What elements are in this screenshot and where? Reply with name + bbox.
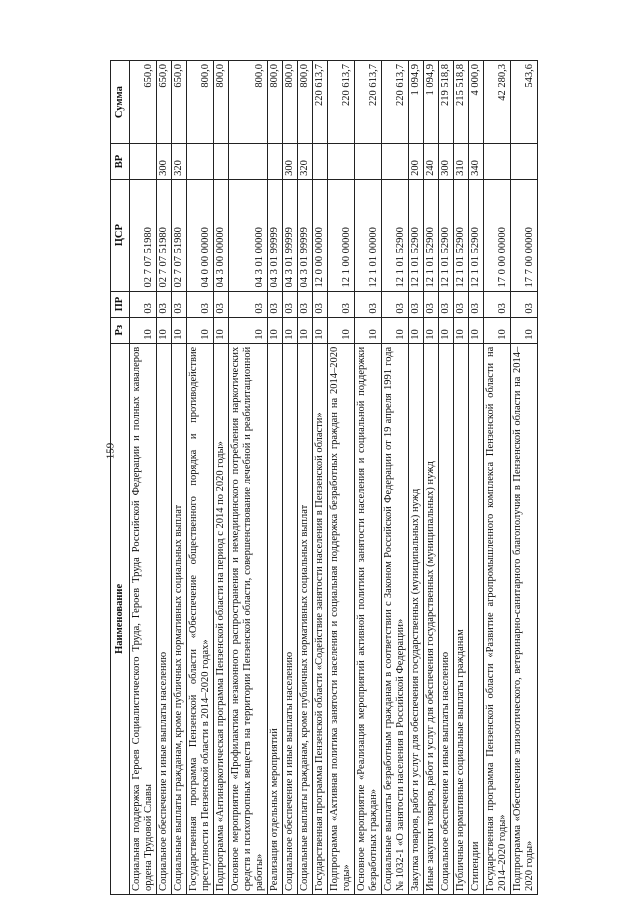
cell-pr: 03 [313, 291, 328, 317]
cell-pr: 03 [355, 291, 382, 317]
cell-csr: 04 3 01 99999 [298, 179, 313, 291]
cell-name: Подпрограмма «Антинаркотическая программа Пензенской области на период с 2014 по 2020 годы» [214, 343, 229, 894]
table-row [298, 61, 313, 895]
cell-vr [130, 144, 157, 180]
table-row [484, 61, 511, 895]
cell-rz: 10 [424, 317, 439, 343]
cell-name: Социальные выплаты безработным гражданам в соответствии с Законом Российской Федерации от 19 апреля 1991 года № 1032-1 «О занятости населения в Российской Федерации» [382, 343, 409, 894]
cell-csr: 04 3 01 99999 [283, 179, 298, 291]
cell-sum: 650,0 [172, 61, 187, 144]
cell-sum: 800,0 [283, 61, 298, 144]
cell-rz: 10 [382, 317, 409, 343]
cell-rz: 10 [409, 317, 424, 343]
cell-vr: 340 [469, 144, 484, 180]
table-row [268, 61, 283, 895]
table-header-row [111, 61, 130, 895]
cell-sum: 800,0 [229, 61, 268, 144]
cell-pr: 03 [469, 291, 484, 317]
cell-sum: 1 094,9 [409, 61, 424, 144]
cell-sum: 800,0 [214, 61, 229, 144]
cell-pr: 03 [283, 291, 298, 317]
cell-pr: 03 [409, 291, 424, 317]
cell-csr: 02 7 07 51980 [157, 179, 172, 291]
cell-name: Подпрограмма «Обеспечение эпизоотического, ветеринарно-санитарного благополучия в Пензенской области на 2014–2020 годы» [511, 343, 538, 894]
cell-sum: 800,0 [298, 61, 313, 144]
cell-csr: 12 1 01 52900 [424, 179, 439, 291]
table-row [172, 61, 187, 895]
cell-vr [382, 144, 409, 180]
table-body [130, 61, 538, 895]
cell-vr: 320 [298, 144, 313, 180]
table-row [313, 61, 328, 895]
cell-sum: 220 613,7 [313, 61, 328, 144]
cell-vr: 320 [172, 144, 187, 180]
cell-sum: 650,0 [130, 61, 157, 144]
cell-name: Реализация отдельных мероприятий [268, 343, 283, 894]
cell-sum: 1 094,9 [424, 61, 439, 144]
cell-pr: 03 [382, 291, 409, 317]
table-row [283, 61, 298, 895]
cell-name: Основное мероприятие «Профилактика незаконного распространения и немедицинского потребления наркотических средств и психотропных веществ на территории Пензенской области, совершенствование лечебной и реабилитационной работы» [229, 343, 268, 894]
cell-rz: 10 [313, 317, 328, 343]
header-sum: Сумма [111, 61, 130, 144]
cell-csr: 04 3 01 99999 [268, 179, 283, 291]
cell-pr: 03 [298, 291, 313, 317]
cell-pr: 03 [130, 291, 157, 317]
cell-rz: 10 [454, 317, 469, 343]
cell-name: Основное мероприятие «Реализация мероприятий активной политики занятости населения и социальной поддержки безработных граждан» [355, 343, 382, 894]
cell-pr: 03 [157, 291, 172, 317]
cell-vr: 300 [439, 144, 454, 180]
cell-vr [187, 144, 214, 180]
cell-sum: 800,0 [187, 61, 214, 144]
cell-csr: 12 1 01 52900 [469, 179, 484, 291]
cell-sum: 219 518,8 [439, 61, 454, 144]
cell-vr [355, 144, 382, 180]
cell-vr: 300 [157, 144, 172, 180]
table-row [229, 61, 268, 895]
cell-name: Публичные нормативные социальные выплаты гражданам [454, 343, 469, 894]
cell-name: Стипендии [469, 343, 484, 894]
table-row [409, 61, 424, 895]
cell-pr: 03 [454, 291, 469, 317]
table-row [157, 61, 172, 895]
cell-name: Закупка товаров, работ и услуг для обеспечения государственных (муниципальных) нужд [409, 343, 424, 894]
cell-rz: 10 [469, 317, 484, 343]
cell-rz: 10 [283, 317, 298, 343]
cell-name: Социальные выплаты гражданам, кроме публичных нормативных социальных выплат [298, 343, 313, 894]
header-name: Наименование [111, 343, 130, 894]
cell-name: Государственная программа Пензенской области «Развитие агропромышленного комплекса Пензенской области на 2014–2020 годы» [484, 343, 511, 894]
cell-sum: 220 613,7 [355, 61, 382, 144]
table-row [328, 61, 355, 895]
rotated-table-container [110, 60, 590, 895]
cell-sum: 543,6 [511, 61, 538, 144]
cell-rz: 10 [214, 317, 229, 343]
cell-csr: 04 3 01 00000 [229, 179, 268, 291]
table-row [355, 61, 382, 895]
cell-vr [484, 144, 511, 180]
cell-name: Иные закупки товаров, работ и услуг для обеспечения государственных (муниципальных) нужд [424, 343, 439, 894]
cell-name: Социальные выплаты гражданам, кроме публичных нормативных социальных выплат [172, 343, 187, 894]
cell-csr: 02 7 07 51980 [130, 179, 157, 291]
cell-csr: 17 7 00 00000 [511, 179, 538, 291]
table-row [214, 61, 229, 895]
cell-vr [511, 144, 538, 180]
cell-sum: 215 518,8 [454, 61, 469, 144]
cell-name: Государственная программа Пензенской области «Содействие занятости населения в Пензенской области» [313, 343, 328, 894]
cell-rz: 10 [439, 317, 454, 343]
table-row [424, 61, 439, 895]
cell-sum: 220 613,7 [328, 61, 355, 144]
cell-rz: 10 [511, 317, 538, 343]
cell-vr [229, 144, 268, 180]
cell-rz: 10 [229, 317, 268, 343]
cell-csr: 02 7 07 51980 [172, 179, 187, 291]
cell-vr [328, 144, 355, 180]
header-csr: ЦСР [111, 179, 130, 291]
table-row [382, 61, 409, 895]
cell-vr [313, 144, 328, 180]
cell-rz: 10 [328, 317, 355, 343]
table-row [511, 61, 538, 895]
budget-table [110, 60, 538, 895]
cell-name: Социальное обеспечение и иные выплаты населению [283, 343, 298, 894]
table-row [439, 61, 454, 895]
cell-sum: 42 280,3 [484, 61, 511, 144]
cell-pr: 03 [484, 291, 511, 317]
page-number: 159 [104, 442, 117, 460]
cell-csr: 12 1 01 00000 [355, 179, 382, 291]
table-row [130, 61, 157, 895]
cell-csr: 12 1 01 52900 [439, 179, 454, 291]
header-pr: ПР [111, 291, 130, 317]
table-row [187, 61, 214, 895]
header-rz: Рз [111, 317, 130, 343]
cell-rz: 10 [130, 317, 157, 343]
cell-pr: 03 [214, 291, 229, 317]
cell-csr: 12 1 01 52900 [382, 179, 409, 291]
cell-csr: 04 3 00 00000 [214, 179, 229, 291]
cell-rz: 10 [157, 317, 172, 343]
cell-vr: 300 [283, 144, 298, 180]
cell-name: Государственная программа Пензенской области «Обеспечение общественного порядка и противодействие преступности в Пензенской области в 2014–2020 годах» [187, 343, 214, 894]
cell-sum: 650,0 [157, 61, 172, 144]
cell-pr: 03 [511, 291, 538, 317]
cell-pr: 03 [268, 291, 283, 317]
cell-vr: 240 [424, 144, 439, 180]
cell-name: Подпрограмма «Активная политика занятости населения и социальная поддержка безработных граждан на 2014–2020 годы» [328, 343, 355, 894]
cell-csr: 17 0 00 00000 [484, 179, 511, 291]
cell-pr: 03 [328, 291, 355, 317]
cell-rz: 10 [484, 317, 511, 343]
cell-pr: 03 [439, 291, 454, 317]
cell-vr [214, 144, 229, 180]
cell-rz: 10 [268, 317, 283, 343]
cell-name: Социальное обеспечение и иные выплаты населению [439, 343, 454, 894]
cell-pr: 03 [229, 291, 268, 317]
cell-name: Социальное обеспечение и иные выплаты населению [157, 343, 172, 894]
cell-rz: 10 [298, 317, 313, 343]
cell-pr: 03 [172, 291, 187, 317]
cell-csr: 12 1 00 00000 [328, 179, 355, 291]
cell-vr: 310 [454, 144, 469, 180]
cell-rz: 10 [187, 317, 214, 343]
cell-csr: 04 0 00 00000 [187, 179, 214, 291]
cell-csr: 12 1 01 52900 [409, 179, 424, 291]
cell-rz: 10 [355, 317, 382, 343]
cell-vr: 200 [409, 144, 424, 180]
cell-pr: 03 [187, 291, 214, 317]
cell-sum: 800,0 [268, 61, 283, 144]
cell-name: Социальная поддержка Героев Социалистического Труда, Героев Труда Российской Федерации и полных кавалеров ордена Трудовой Славы [130, 343, 157, 894]
cell-vr [268, 144, 283, 180]
table-row [454, 61, 469, 895]
cell-rz: 10 [172, 317, 187, 343]
cell-csr: 12 1 01 52900 [454, 179, 469, 291]
table-row [469, 61, 484, 895]
cell-csr: 12 0 00 00000 [313, 179, 328, 291]
cell-pr: 03 [424, 291, 439, 317]
header-vr: ВР [111, 144, 130, 180]
cell-sum: 220 613,7 [382, 61, 409, 144]
cell-sum: 4 000,0 [469, 61, 484, 144]
